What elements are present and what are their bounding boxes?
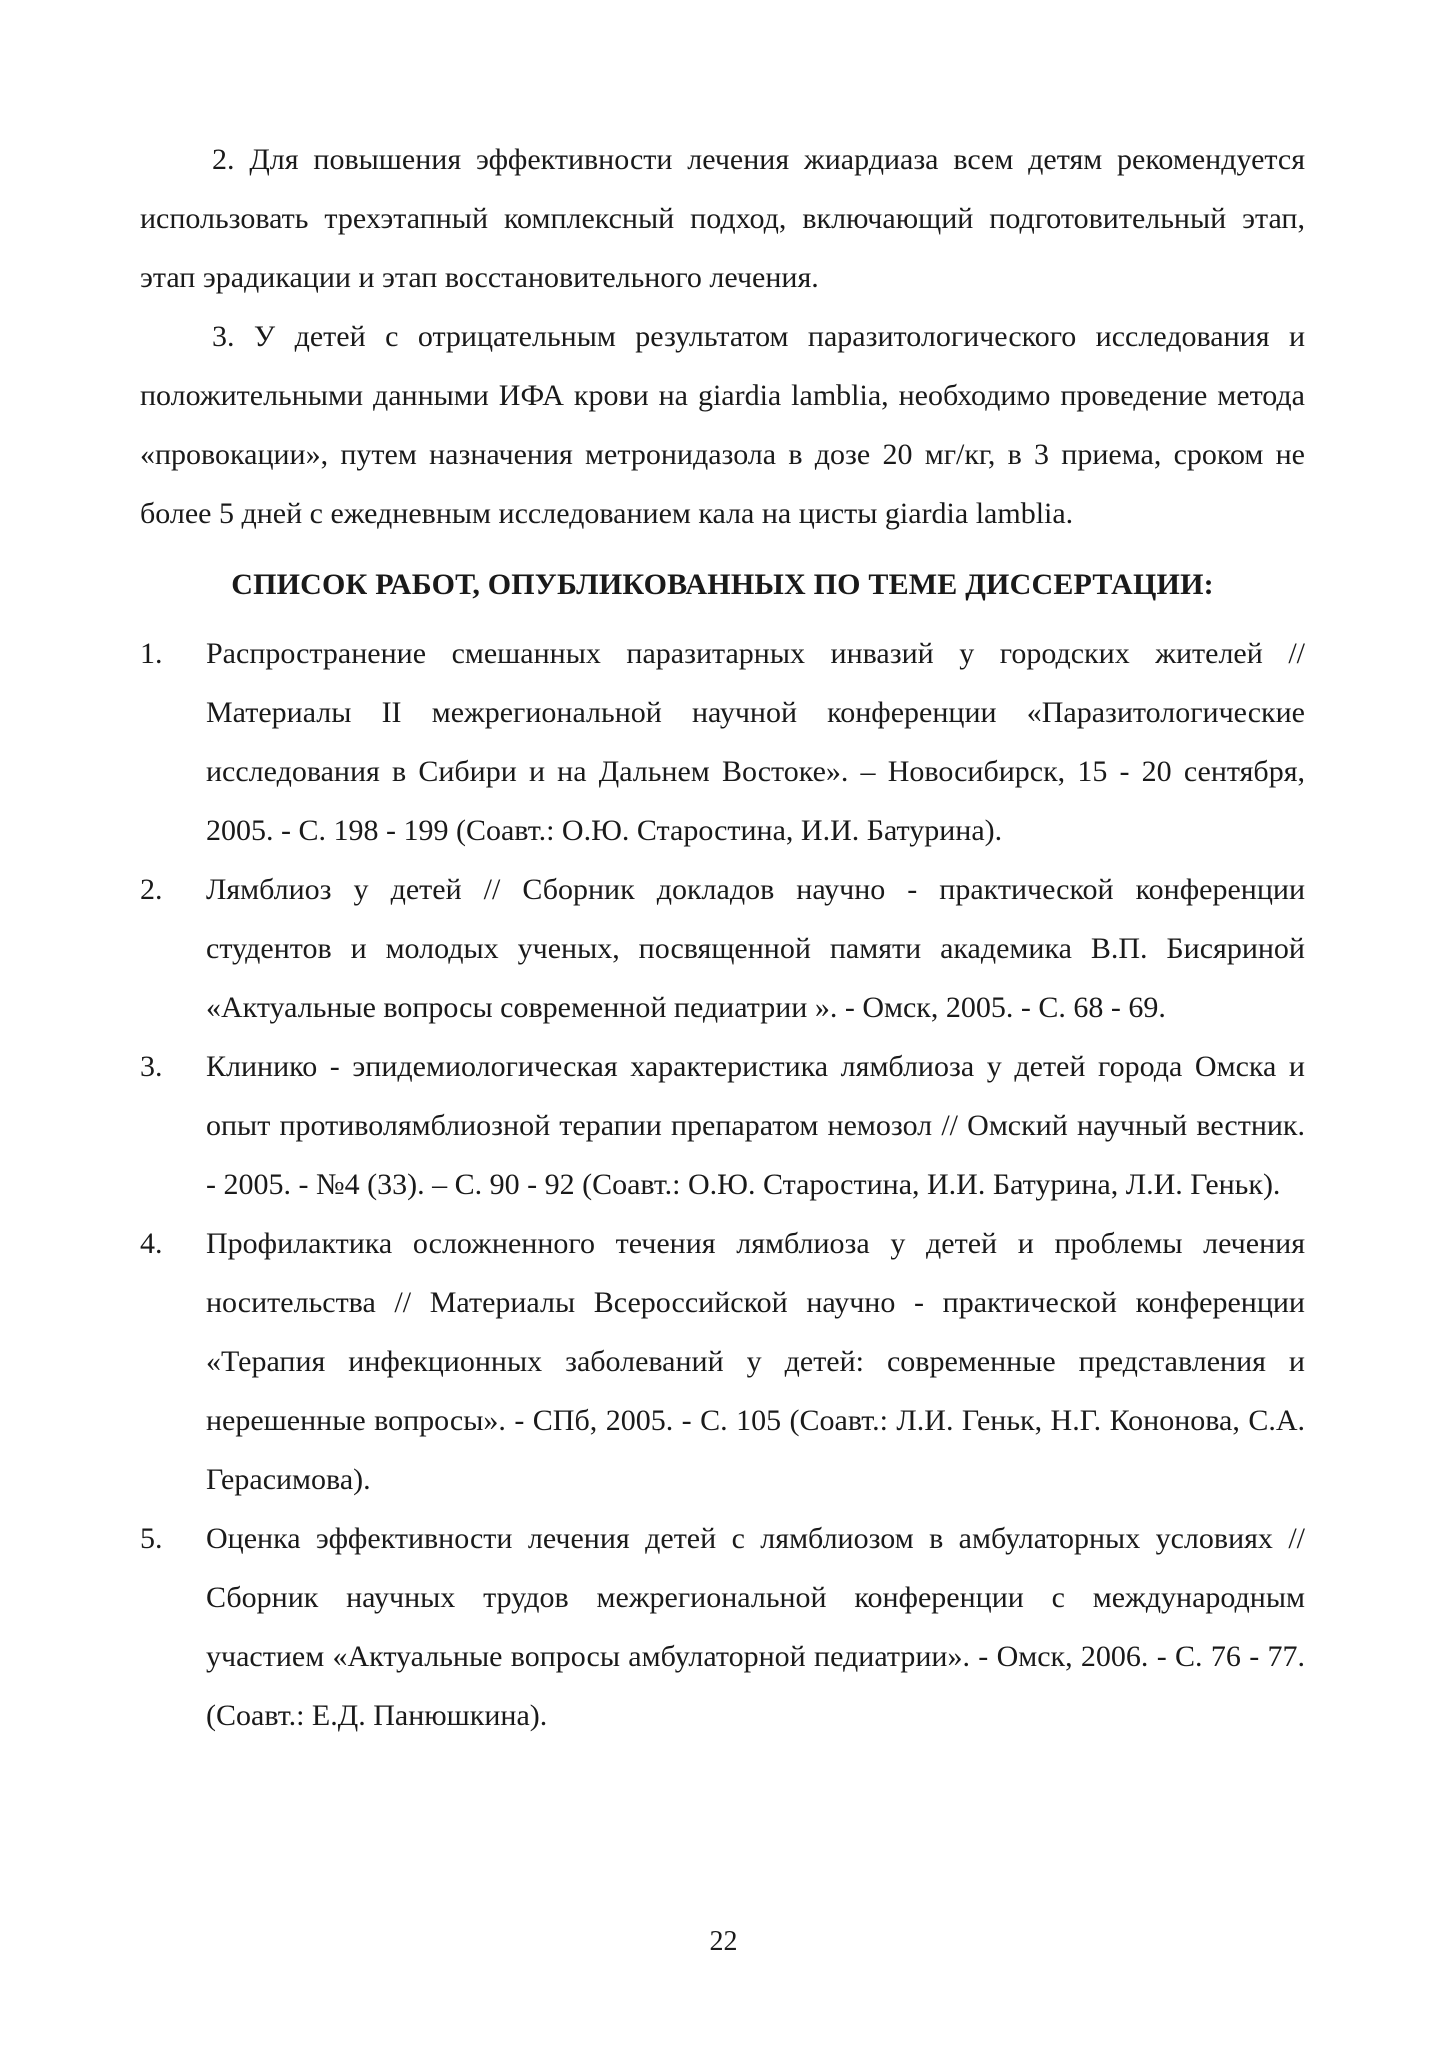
- conclusion-paragraph-3: 3. У детей с отрицательным результатом паразитологического исследования и положительными данными ИФА крови на giardia lamblia, необходимо проведение метода «провокации», путем назначения метронидазола в дозе 20 мг/кг, в 3 приема, сроком не более 5 дней с ежедневным исследованием кала на цисты giardia lamblia.: [140, 320, 1305, 530]
- publication-item: [140, 1037, 1305, 1214]
- conclusion-paragraph-2: 2. Для повышения эффективности лечения жиардиаза всем детям рекомендуется использовать трехэтапный комплексный подход, включающий подготовительный этап, этап эрадикации и этап восстановительного лечения.: [140, 143, 1305, 294]
- publications-heading: СПИСОК РАБОТ, ОПУБЛИКОВАННЫХ ПО ТЕМЕ ДИССЕРТАЦИИ:: [231, 568, 1214, 601]
- publication-text: Профилактика осложненного течения лямблиоза у детей и проблемы лечения носительства // Материалы Всероссийской научно - практической конференции «Терапия инфекционных заболеваний у детей: современные представления и нерешенные вопросы». - СПб, 2005. - С. 105 (Соавт.: Л.И. Геньк, Н.Г. Кононова, С.А. Герасимова).: [206, 1227, 1305, 1496]
- publication-item: [140, 624, 1305, 860]
- publication-number: 4.: [140, 1227, 163, 1260]
- publication-text: Лямблиоз у детей // Сборник докладов научно - практической конференции студентов и молодых ученых, посвященной памяти академика В.П. Бисяриной «Актуальные вопросы современной педиатрии ». - Омск, 2005. - С. 68 - 69.: [206, 873, 1305, 1024]
- publication-number: 5.: [140, 1522, 163, 1555]
- page-number: 22: [709, 1926, 738, 1957]
- publications-list: [140, 624, 1305, 1745]
- document-page: [140, 130, 1305, 1745]
- publication-text: Распространение смешанных паразитарных инвазий у городских жителей // Материалы II межрегиональной научной конференции «Паразитологические исследования в Сибири и на Дальнем Востоке». – Новосибирск, 15 - 20 сентября, 2005. - С. 198 - 199 (Соавт.: О.Ю. Старостина, И.И. Батурина).: [206, 637, 1305, 847]
- publication-item: [140, 1509, 1305, 1745]
- publication-number: 1.: [140, 637, 163, 670]
- publication-number: 3.: [140, 1050, 163, 1083]
- publication-item: [140, 1214, 1305, 1509]
- publication-item: [140, 860, 1305, 1037]
- publication-text: Оценка эффективности лечения детей с лямблиозом в амбулаторных условиях // Сборник научных трудов межрегиональной конференции с международным участием «Актуальные вопросы амбулаторной педиатрии». - Омск, 2006. - С. 76 - 77. (Соавт.: Е.Д. Панюшкина).: [206, 1522, 1305, 1732]
- publication-text: Клинико - эпидемиологическая характеристика лямблиоза у детей города Омска и опыт противолямблиозной терапии препаратом немозол // Омский научный вестник. - 2005. - №4 (33). – С. 90 - 92 (Соавт.: О.Ю. Старостина, И.И. Батурина, Л.И. Геньк).: [206, 1050, 1305, 1201]
- publication-number: 2.: [140, 873, 163, 906]
